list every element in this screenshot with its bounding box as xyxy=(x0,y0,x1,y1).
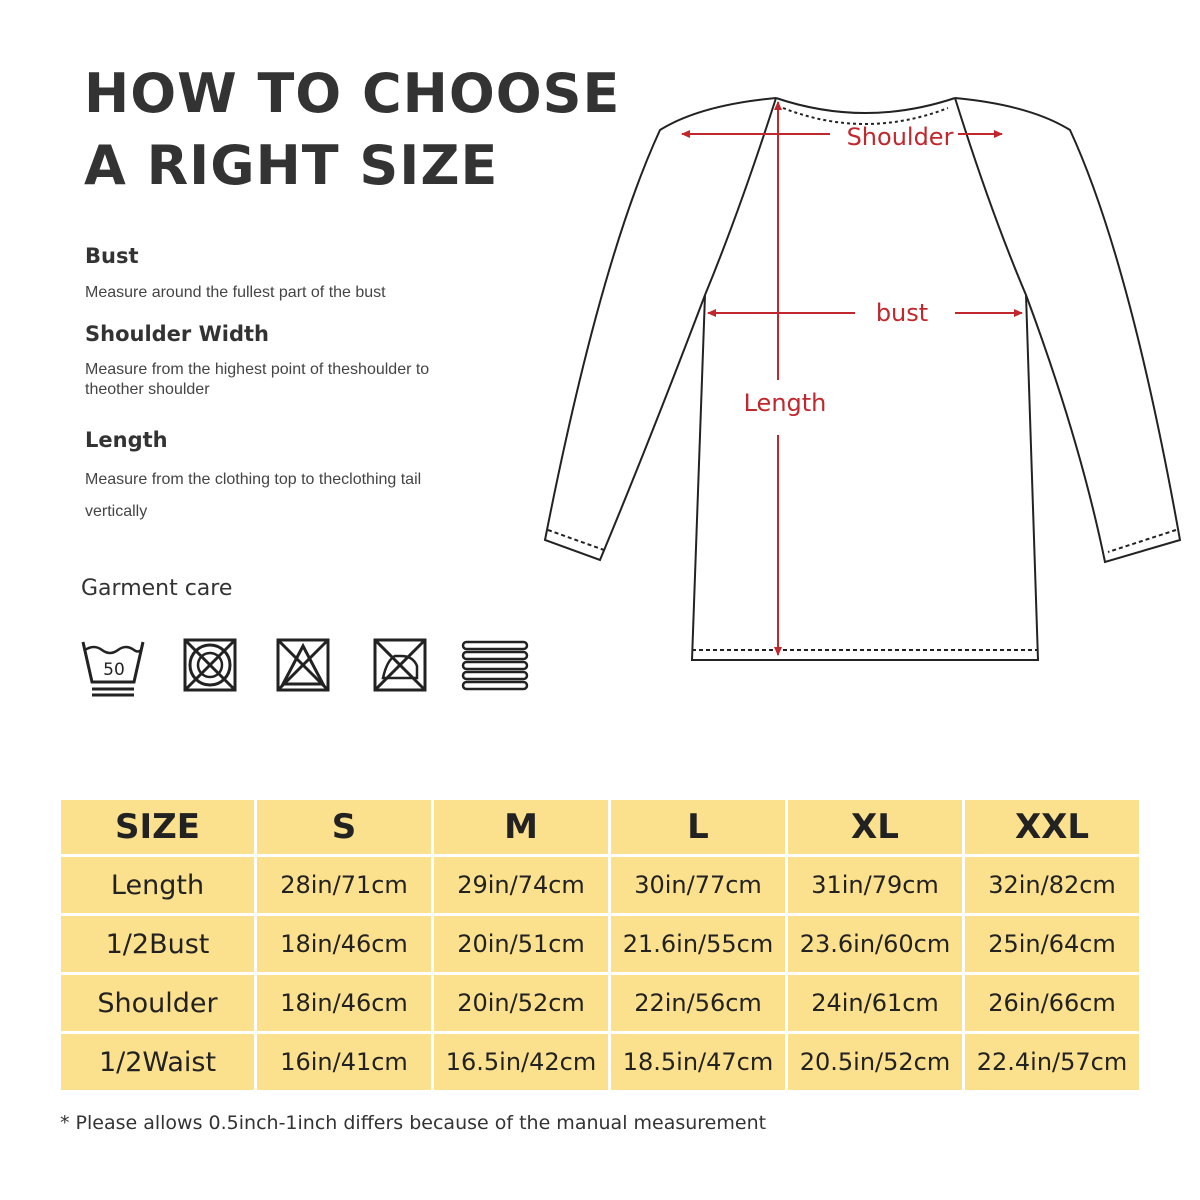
header-xxl: XXL xyxy=(965,800,1139,854)
title-line-2: A RIGHT SIZE xyxy=(84,134,499,197)
bust-heading: Bust xyxy=(85,244,139,268)
bust-label: bust xyxy=(875,299,929,327)
table-cell: 23.6in/60cm xyxy=(788,916,962,972)
row-label-shoulder: Shoulder xyxy=(61,975,254,1031)
row-label-half-waist: 1/2Waist xyxy=(61,1034,254,1090)
length-heading: Length xyxy=(85,428,168,452)
table-cell: 24in/61cm xyxy=(788,975,962,1031)
row-label-length: Length xyxy=(61,857,254,913)
measurement-lines xyxy=(682,102,1022,655)
table-cell: 28in/71cm xyxy=(257,857,431,913)
table-cell: 22in/56cm xyxy=(611,975,785,1031)
size-chart-header-row xyxy=(61,800,1139,854)
shoulder-label: Shoulder xyxy=(846,123,954,151)
table-cell: 20in/52cm xyxy=(434,975,608,1031)
header-s: S xyxy=(257,800,431,854)
shirt-outline xyxy=(545,98,1180,660)
table-cell: 25in/64cm xyxy=(965,916,1139,972)
table-cell: 18.5in/47cm xyxy=(611,1034,785,1090)
garment-care-title: Garment care xyxy=(81,576,233,601)
shoulder-width-heading: Shoulder Width xyxy=(85,322,269,346)
title-line-1: HOW TO CHOOSE xyxy=(84,62,621,125)
wash-temp-label: 50 xyxy=(103,660,125,680)
length-label: Length xyxy=(743,389,827,417)
table-cell: 22.4in/57cm xyxy=(965,1034,1139,1090)
header-size: SIZE xyxy=(61,800,254,854)
table-row xyxy=(61,857,1139,913)
table-cell: 16in/41cm xyxy=(257,1034,431,1090)
wash-50-icon xyxy=(80,638,146,698)
table-row xyxy=(61,916,1139,972)
table-cell: 21.6in/55cm xyxy=(611,916,785,972)
row-label-half-bust: 1/2Bust xyxy=(61,916,254,972)
table-cell: 16.5in/42cm xyxy=(434,1034,608,1090)
header-m: M xyxy=(434,800,608,854)
shirt-measurement-diagram xyxy=(530,90,1190,680)
length-description: Measure from the clothing top to theclothing tail vertically xyxy=(85,471,422,520)
header-xl: XL xyxy=(788,800,962,854)
no-iron-icon xyxy=(373,638,427,692)
bust-description: Measure around the fullest part of the bust xyxy=(85,284,386,301)
size-chart-table xyxy=(58,797,1142,1093)
no-bleach-icon xyxy=(276,638,330,692)
header-l: L xyxy=(611,800,785,854)
table-cell: 31in/79cm xyxy=(788,857,962,913)
table-row xyxy=(61,1034,1139,1090)
table-row xyxy=(61,975,1139,1031)
table-cell: 18in/46cm xyxy=(257,916,431,972)
table-cell: 29in/74cm xyxy=(434,857,608,913)
table-cell: 32in/82cm xyxy=(965,857,1139,913)
dry-flat-icon xyxy=(461,638,529,694)
table-cell: 20.5in/52cm xyxy=(788,1034,962,1090)
table-cell: 18in/46cm xyxy=(257,975,431,1031)
table-cell: 30in/77cm xyxy=(611,857,785,913)
table-cell: 20in/51cm xyxy=(434,916,608,972)
shoulder-width-description: Measure from the highest point of theshoulder to theother shoulder xyxy=(85,361,430,398)
no-tumble-dry-icon xyxy=(183,638,237,692)
measurement-note: * Please allows 0.5inch-1inch differs because of the manual measurement xyxy=(60,1112,767,1134)
table-cell: 26in/66cm xyxy=(965,975,1139,1031)
